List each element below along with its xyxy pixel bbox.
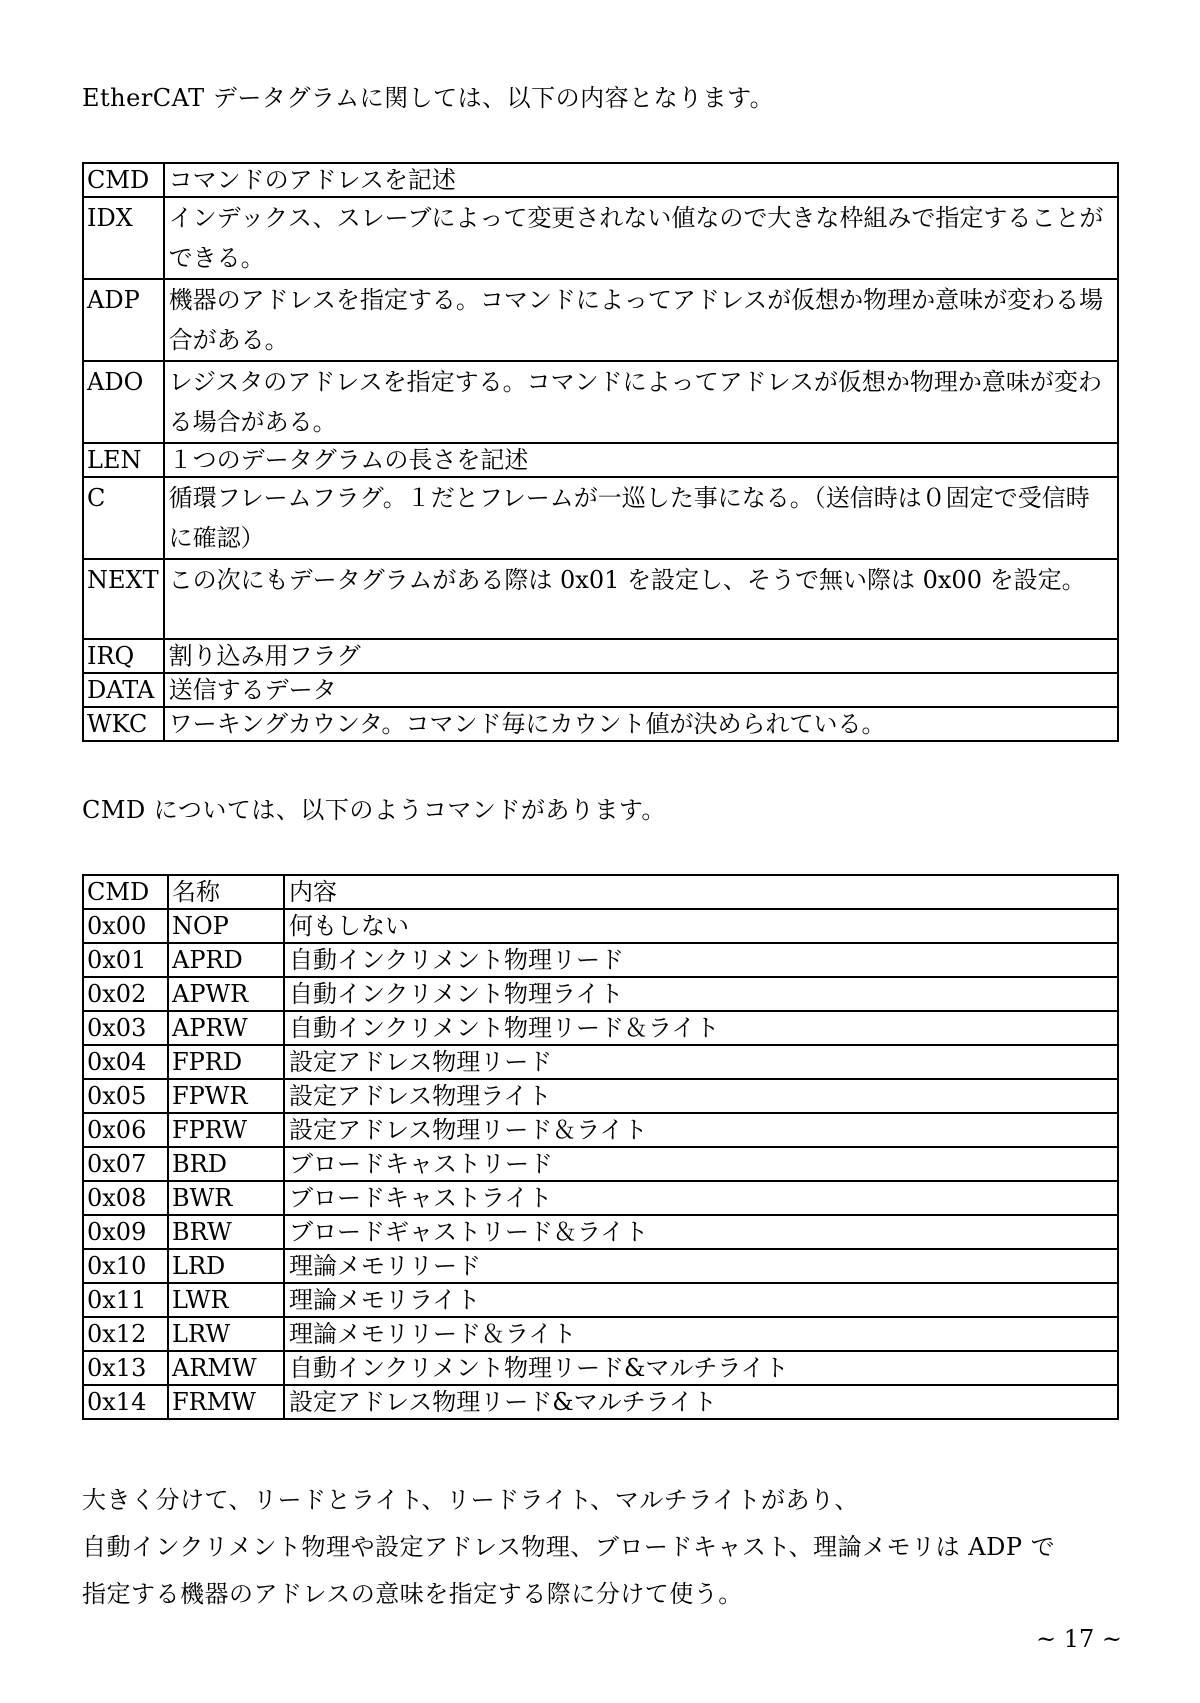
field-key: IRQ (83, 639, 164, 673)
table-row (83, 1249, 1118, 1283)
page-number: ~ 17 ~ (1035, 1625, 1122, 1653)
field-key: LEN (83, 443, 164, 477)
cmd-code: 0x03 (83, 1011, 168, 1045)
table-row (83, 909, 1118, 943)
table-row (83, 943, 1118, 977)
field-desc: ワーキングカウンタ。コマンド毎にカウント値が決められている。 (164, 707, 1118, 741)
cmd-name: LWR (168, 1283, 284, 1317)
cmd-content: 理論メモリライト (284, 1283, 1118, 1317)
cmd-content: 設定アドレス物理リード＆ライト (284, 1113, 1118, 1147)
table-row (83, 1079, 1118, 1113)
intro-text: EtherCAT データグラムに関しては、以下の内容となります。 (82, 84, 775, 112)
summary-line-3: 指定する機器のアドレスの意味を指定する際に分けて使う。 (82, 1580, 743, 1608)
cmd-code: 0x05 (83, 1079, 168, 1113)
field-desc: １つのデータグラムの長さを記述 (164, 443, 1118, 477)
field-desc: インデックス、スレーブによって変更されない値なので大きな枠組みで指定することができる。 (164, 197, 1118, 279)
table-row (83, 1113, 1118, 1147)
cmd-content: 理論メモリリード (284, 1249, 1118, 1283)
field-key: C (83, 477, 164, 559)
field-key: ADP (83, 279, 164, 361)
table-row (83, 1215, 1118, 1249)
command-table (82, 874, 1119, 1420)
cmd-name: ARMW (168, 1351, 284, 1385)
table-row (83, 1351, 1118, 1385)
cmd-code: 0x10 (83, 1249, 168, 1283)
cmd-name: APWR (168, 977, 284, 1011)
field-key: ADO (83, 361, 164, 443)
summary-line-1: 大きく分けて、リードとライト、リードライト、マルチライトがあり、 (82, 1486, 860, 1514)
cmd-content: 自動インクリメント物理リード (284, 943, 1118, 977)
header-cmd: CMD (83, 875, 168, 909)
cmd-name: NOP (168, 909, 284, 943)
cmd-code: 0x09 (83, 1215, 168, 1249)
table-row (83, 1011, 1118, 1045)
table-row (83, 1147, 1118, 1181)
cmd-name: LRW (168, 1317, 284, 1351)
table-row (83, 443, 1118, 477)
table-row (83, 1283, 1118, 1317)
table-row (83, 477, 1118, 559)
field-desc: この次にもデータグラムがある際は 0x01 を設定し、そうで無い際は 0x00 を設定。 (164, 559, 1118, 639)
table-row (83, 639, 1118, 673)
field-desc: 送信するデータ (164, 673, 1118, 707)
cmd-code: 0x00 (83, 909, 168, 943)
cmd-code: 0x02 (83, 977, 168, 1011)
datagram-field-table (82, 162, 1119, 742)
header-name: 名称 (168, 875, 284, 909)
cmd-code: 0x08 (83, 1181, 168, 1215)
cmd-name: FRMW (168, 1385, 284, 1419)
cmd-code: 0x07 (83, 1147, 168, 1181)
field-key: NEXT (83, 559, 164, 639)
table-row (83, 1181, 1118, 1215)
cmd-name: LRD (168, 1249, 284, 1283)
summary-line-2: 自動インクリメント物理や設定アドレス物理、ブロードキャスト、理論メモリは ADP で (82, 1533, 1056, 1561)
table-row (83, 279, 1118, 361)
cmd-intro-text: CMD については、以下のようコマンドがあります。 (82, 796, 666, 824)
cmd-name: BWR (168, 1181, 284, 1215)
cmd-name: BRW (168, 1215, 284, 1249)
field-desc: 機器のアドレスを指定する。コマンドによってアドレスが仮想か物理か意味が変わる場合がある。 (164, 279, 1118, 361)
cmd-name: FPWR (168, 1079, 284, 1113)
table-row (83, 673, 1118, 707)
cmd-content: ブロードキャストライト (284, 1181, 1118, 1215)
field-key: IDX (83, 197, 164, 279)
table-row (83, 559, 1118, 639)
table-row (83, 707, 1118, 741)
cmd-content: ブロードギャストリード＆ライト (284, 1215, 1118, 1249)
cmd-code: 0x14 (83, 1385, 168, 1419)
table-row (83, 1385, 1118, 1419)
table-row (83, 977, 1118, 1011)
cmd-code: 0x04 (83, 1045, 168, 1079)
field-desc: コマンドのアドレスを記述 (164, 163, 1118, 197)
cmd-content: 設定アドレス物理リード (284, 1045, 1118, 1079)
cmd-content: 自動インクリメント物理ライト (284, 977, 1118, 1011)
field-key: CMD (83, 163, 164, 197)
field-desc: レジスタのアドレスを指定する。コマンドによってアドレスが仮想か物理か意味が変わる場合がある。 (164, 361, 1118, 443)
cmd-code: 0x06 (83, 1113, 168, 1147)
cmd-name: FPRW (168, 1113, 284, 1147)
table-row (83, 361, 1118, 443)
table-row (83, 197, 1118, 279)
field-key: WKC (83, 707, 164, 741)
cmd-name: BRD (168, 1147, 284, 1181)
cmd-code: 0x11 (83, 1283, 168, 1317)
field-desc: 循環フレームフラグ。１だとフレームが一巡した事になる。（送信時は０固定で受信時に確認） (164, 477, 1118, 559)
table-row (83, 163, 1118, 197)
cmd-name: APRW (168, 1011, 284, 1045)
cmd-content: 設定アドレス物理リード&マルチライト (284, 1385, 1118, 1419)
cmd-code: 0x01 (83, 943, 168, 977)
cmd-name: APRD (168, 943, 284, 977)
cmd-content: ブロードキャストリード (284, 1147, 1118, 1181)
cmd-content: 自動インクリメント物理リード＆ライト (284, 1011, 1118, 1045)
cmd-name: FPRD (168, 1045, 284, 1079)
cmd-code: 0x12 (83, 1317, 168, 1351)
header-content: 内容 (284, 875, 1118, 909)
cmd-content: 何もしない (284, 909, 1118, 943)
table-row (83, 1317, 1118, 1351)
cmd-code: 0x13 (83, 1351, 168, 1385)
cmd-content: 自動インクリメント物理リード&マルチライト (284, 1351, 1118, 1385)
cmd-content: 設定アドレス物理ライト (284, 1079, 1118, 1113)
table-row (83, 1045, 1118, 1079)
cmd-content: 理論メモリリード＆ライト (284, 1317, 1118, 1351)
field-desc: 割り込み用フラグ (164, 639, 1118, 673)
field-key: DATA (83, 673, 164, 707)
table-header-row (83, 875, 1118, 909)
